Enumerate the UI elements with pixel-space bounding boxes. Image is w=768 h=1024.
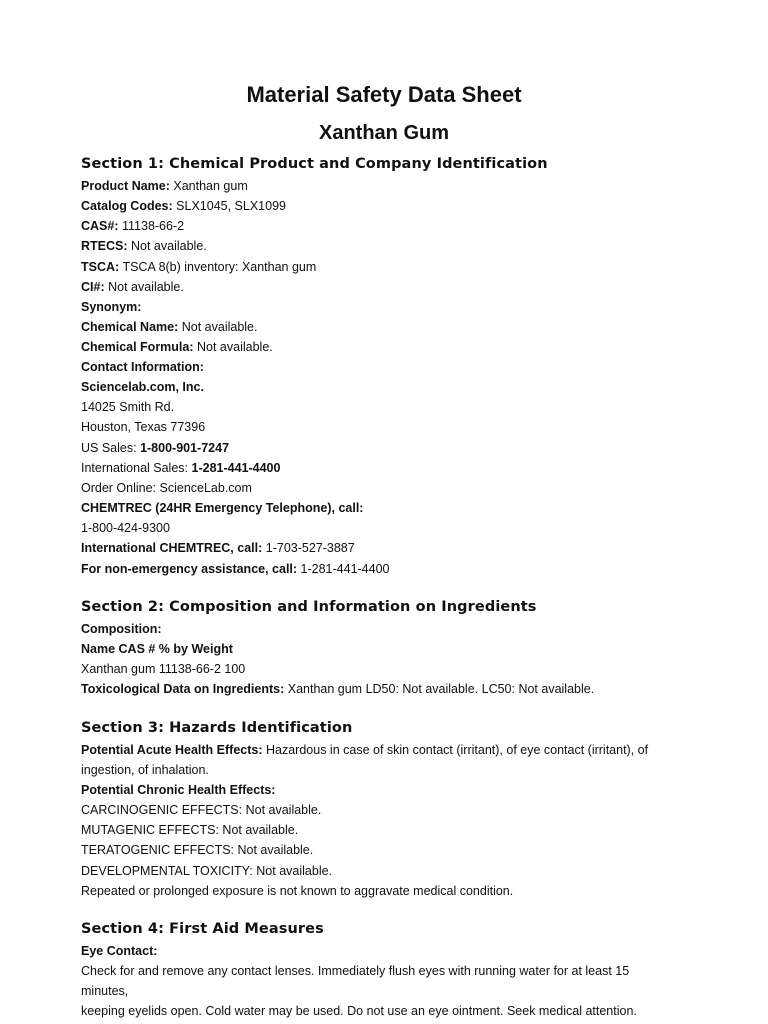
address-line-1: 14025 Smith Rd.	[81, 400, 175, 414]
document-title: Material Safety Data Sheet	[246, 82, 522, 107]
us-sales-label: US Sales:	[81, 441, 141, 455]
order-online-line: Order Online: ScienceLab.com	[81, 481, 252, 495]
chemical-name-line	[81, 319, 678, 335]
mutagenic-effects: MUTAGENIC EFFECTS: Not available.	[81, 823, 299, 837]
document-subtitle: Xanthan Gum	[318, 122, 449, 144]
acute-effects-line	[81, 742, 678, 758]
eye-contact-text-1: Check for and remove any contact lenses. Immediately flush eyes with running water for at least 15	[81, 964, 630, 978]
teratogenic-effects: TERATOGENIC EFFECTS: Not available.	[81, 843, 314, 857]
eye-contact-label: Eye Contact:	[81, 944, 158, 958]
intl-chemtrec-label: International CHEMTREC, call:	[81, 541, 263, 555]
ci-label: CI#:	[81, 280, 105, 294]
eye-contact-line	[81, 943, 678, 959]
chemical-formula-label: Chemical Formula:	[81, 340, 194, 354]
company-name: Sciencelab.com, Inc.	[81, 380, 204, 394]
catalog-codes-line	[81, 198, 678, 214]
contact-info-line	[81, 359, 678, 375]
chemtrec-phone: 1-800-424-9300	[81, 521, 170, 535]
synonym-label: Synonym:	[81, 300, 142, 314]
composition-table-header: Name CAS # % by Weight	[81, 642, 233, 656]
developmental-toxicity: DEVELOPMENTAL TOXICITY: Not available.	[81, 864, 333, 878]
composition-line	[81, 621, 678, 637]
acute-effects-continued: ingestion, of inhalation.	[81, 763, 209, 777]
composition-label: Composition:	[81, 622, 162, 636]
chemical-formula-line	[81, 339, 678, 355]
intl-chemtrec-line	[81, 540, 678, 556]
intl-sales-phone: 1-281-441-4400	[191, 461, 281, 475]
non-emergency-phone: 1-281-441-4400	[297, 562, 390, 576]
ci-line	[81, 279, 678, 295]
product-name-line	[81, 178, 678, 194]
cas-label: CAS#:	[81, 219, 119, 233]
chemical-formula-value: Not available.	[193, 340, 273, 354]
non-emergency-line	[81, 561, 678, 577]
chronic-effects-label: Potential Chronic Health Effects:	[81, 783, 276, 797]
product-name-value: Xanthan gum	[169, 179, 248, 193]
intl-sales-line	[81, 460, 678, 476]
catalog-codes-value: SLX1045, SLX1099	[172, 199, 286, 213]
composition-table-row: Xanthan gum 11138-66-2 100	[81, 662, 246, 676]
product-name-label: Product Name:	[81, 179, 170, 193]
contact-info-label: Contact Information:	[81, 360, 204, 374]
ci-value: Not available.	[104, 280, 184, 294]
tox-data-line	[81, 681, 678, 697]
tox-data-value: Xanthan gum LD50: Not available. LC50: Not available.	[284, 682, 595, 696]
repeated-exposure: Repeated or prolonged exposure is not known to aggravate medical condition.	[81, 884, 514, 898]
section-1-heading: Section 1: Chemical Product and Company Identification	[81, 156, 548, 172]
intl-chemtrec-phone: 1-703-527-3887	[262, 541, 355, 555]
section-3-heading: Section 3: Hazards Identification	[81, 720, 353, 736]
catalog-codes-label: Catalog Codes:	[81, 199, 173, 213]
cas-line	[81, 218, 678, 234]
non-emergency-label: For non-emergency assistance, call:	[81, 562, 298, 576]
rtecs-label: RTECS:	[81, 239, 128, 253]
intl-sales-label: International Sales:	[81, 461, 192, 475]
section-2-heading: Section 2: Composition and Information on Ingredients	[81, 599, 537, 615]
us-sales-line	[81, 440, 678, 456]
tox-data-label: Toxicological Data on Ingredients:	[81, 682, 285, 696]
chronic-effects-line	[81, 782, 678, 798]
eye-contact-text-3: keeping eyelids open. Cold water may be used. Do not use an eye ointment. Seek medical attention.	[81, 1004, 637, 1018]
cas-value: 11138-66-2	[118, 219, 185, 233]
tsca-label: TSCA:	[81, 260, 120, 274]
acute-effects-label: Potential Acute Health Effects:	[81, 743, 263, 757]
carcinogenic-effects: CARCINOGENIC EFFECTS: Not available.	[81, 803, 322, 817]
tsca-line	[81, 259, 678, 275]
chemical-name-label: Chemical Name:	[81, 320, 179, 334]
section-4-heading: Section 4: First Aid Measures	[81, 921, 324, 937]
eye-contact-text-2: minutes,	[81, 984, 129, 998]
rtecs-line	[81, 238, 678, 254]
synonym-line	[81, 299, 678, 315]
rtecs-value: Not available.	[127, 239, 207, 253]
tsca-value: TSCA 8(b) inventory: Xanthan gum	[119, 260, 317, 274]
chemtrec-label: CHEMTREC (24HR Emergency Telephone), call:	[81, 501, 364, 515]
acute-effects-value: Hazardous in case of skin contact (irritant), of eye contact (irritant), of	[262, 743, 649, 757]
us-sales-phone: 1-800-901-7247	[140, 441, 230, 455]
chemical-name-value: Not available.	[178, 320, 258, 334]
address-line-2: Houston, Texas 77396	[81, 420, 206, 434]
